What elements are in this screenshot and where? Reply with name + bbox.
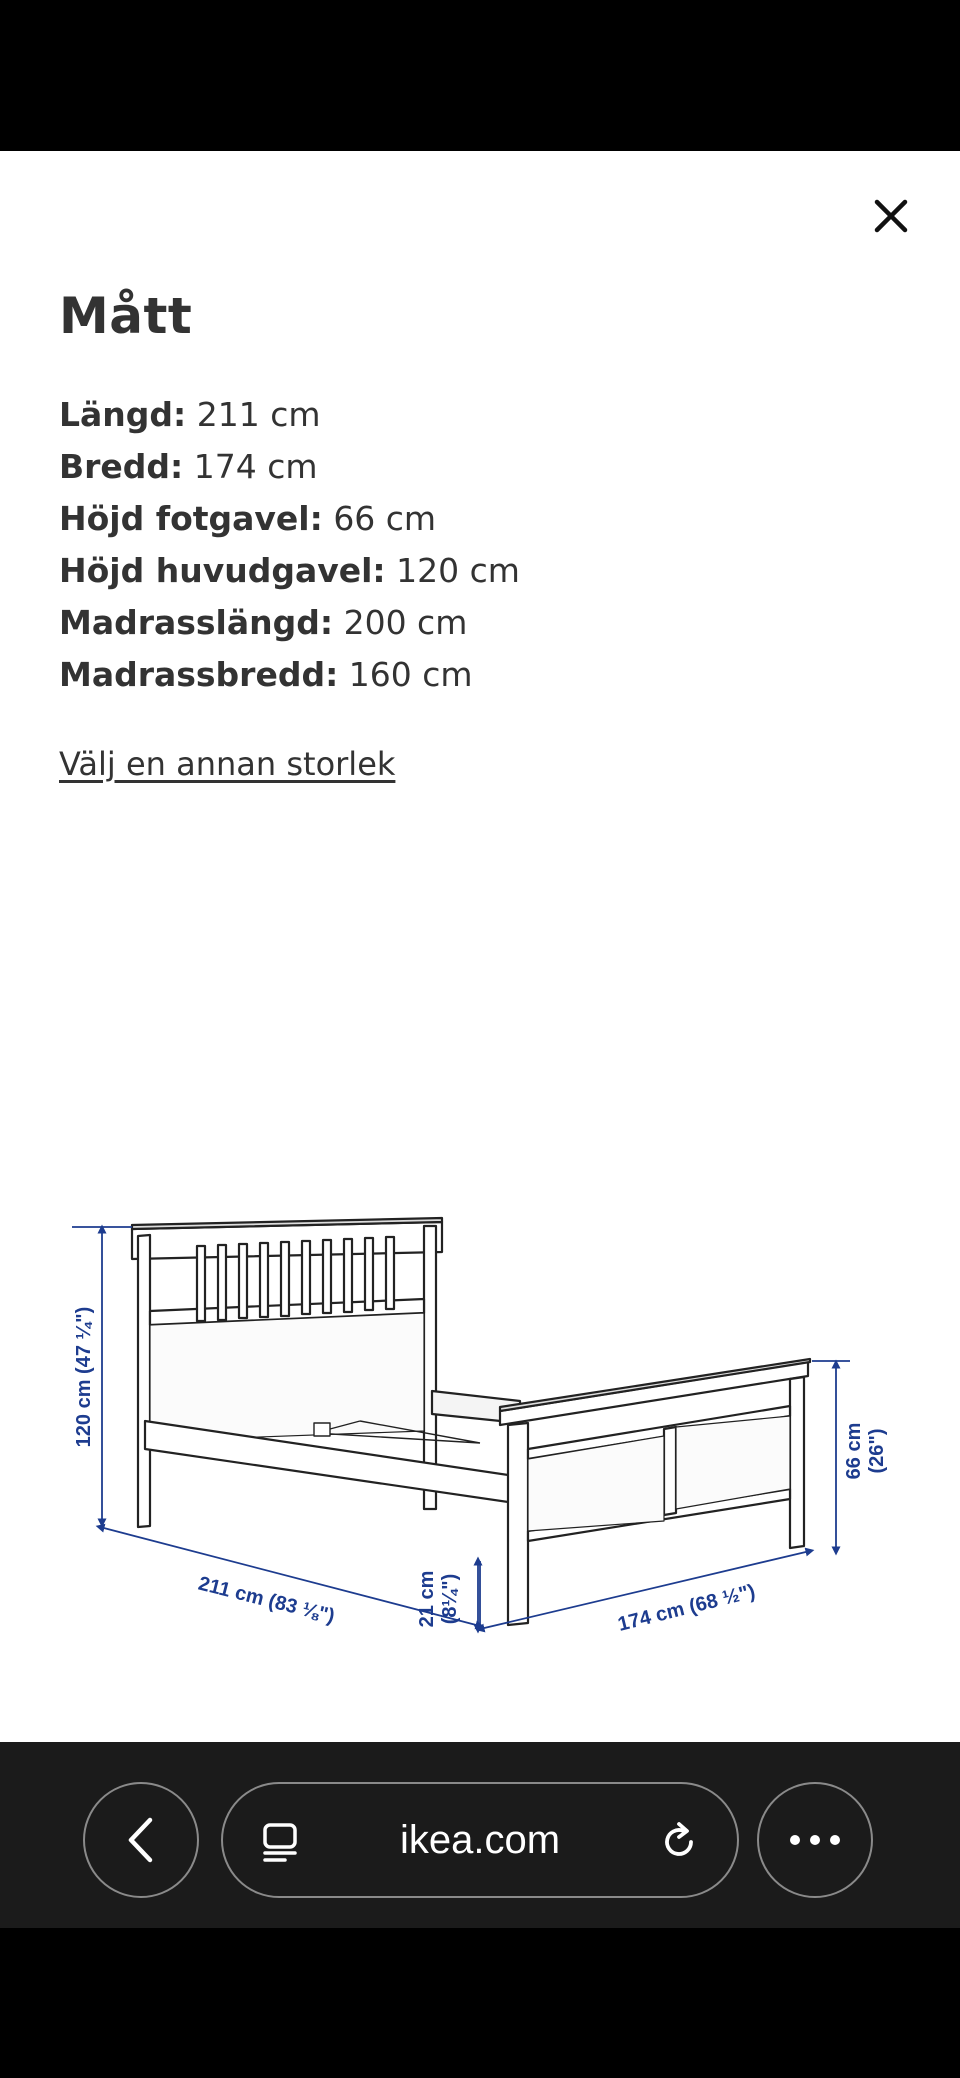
spec-mattress-length xyxy=(59,597,520,649)
spec-value: 200 cm xyxy=(343,603,468,642)
change-size-link[interactable]: Välj en annan storlek xyxy=(59,745,396,783)
dimensions-sheet xyxy=(0,151,960,1742)
spec-value: 120 cm xyxy=(396,551,520,590)
spec-label: Höjd huvudgavel: xyxy=(59,551,386,590)
more-icon xyxy=(789,1834,841,1846)
chevron-left-icon xyxy=(121,1815,161,1865)
url-text: ikea.com xyxy=(399,1818,561,1862)
spec-value: 174 cm xyxy=(193,447,318,486)
close-button[interactable] xyxy=(862,187,920,245)
spec-mattress-width xyxy=(59,649,520,701)
spec-value: 211 cm xyxy=(196,395,321,434)
home-indicator-area xyxy=(0,1928,960,2078)
bed-dimension-illustration xyxy=(60,1031,900,1636)
address-bar[interactable] xyxy=(221,1782,739,1898)
spec-label: Bredd: xyxy=(59,447,184,486)
spec-list xyxy=(59,389,520,701)
spec-label: Höjd fotgavel: xyxy=(59,499,323,538)
dim-width: 174 cm (68 ½") xyxy=(615,1580,758,1636)
spec-value: 66 cm xyxy=(333,499,437,538)
more-button[interactable] xyxy=(757,1782,873,1898)
dim-headboard-height: 120 cm (47 ¼") xyxy=(73,1306,95,1448)
browser-toolbar xyxy=(0,1742,960,1928)
spec-label: Madrasslängd: xyxy=(59,603,334,642)
spec-length xyxy=(59,389,520,441)
spec-width xyxy=(59,441,520,493)
dim-footboard-height-in: (26") xyxy=(866,1428,888,1474)
close-icon xyxy=(874,199,908,233)
status-bar xyxy=(0,0,960,151)
spec-headboard-height xyxy=(59,545,520,597)
spec-label: Madrassbredd: xyxy=(59,655,339,694)
dim-clearance-in: (8¼") xyxy=(439,1573,461,1625)
dim-footboard-height-cm: 66 cm xyxy=(843,1422,865,1480)
spec-footboard-height xyxy=(59,493,520,545)
back-button[interactable] xyxy=(83,1782,199,1898)
bed-drawing xyxy=(60,1031,900,1636)
dim-length: 211 cm (83 ⅛") xyxy=(196,1572,337,1628)
spec-value: 160 cm xyxy=(348,655,473,694)
reload-icon[interactable] xyxy=(657,1820,701,1864)
dim-clearance-cm: 21 cm xyxy=(416,1570,438,1628)
dialog-title: Mått xyxy=(59,287,193,345)
spec-label: Längd: xyxy=(59,395,187,434)
